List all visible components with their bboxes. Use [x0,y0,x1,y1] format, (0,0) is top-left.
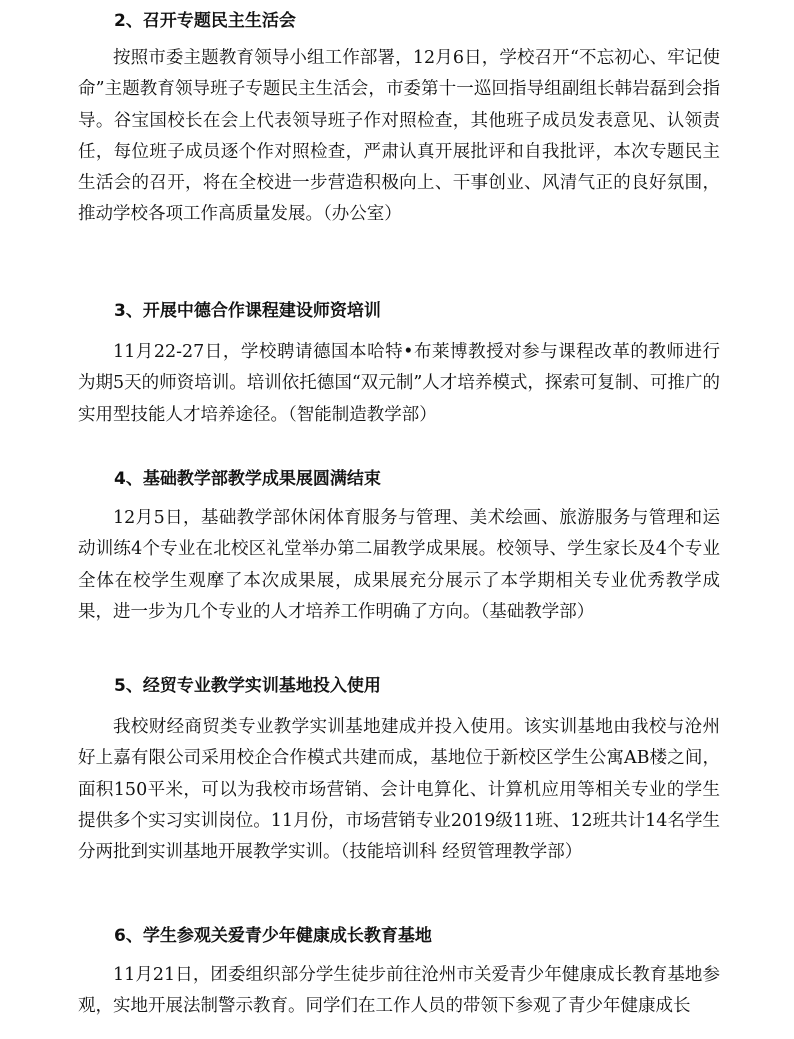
section-paragraph-5: 我校财经商贸类专业教学实训基地建成并投入使用。该实训基地由我校与沧州好上嘉有限公司采用校企合作模式共建而成，基地位于新校区学生公寓AB楼之间，面积150平米，可以为我校市场营销、会计电算化、计算机应用等相关专业的学生提供多个实习实训岗位。11月份，市场营销专业2019级11班、12班共计14名学生分两批到实训基地开展教学实训。（技能培训科 经贸管理教学部） [78,717,720,863]
section-paragraph-6: 11月21日，团委组织部分学生徒步前往沧州市关爱青少年健康成长教育基地参观，实地开展法制警示教育。同学们在工作人员的带领下参观了青少年健康成长 [78,965,720,1017]
section-heading-5: 5、经贸专业教学实训基地投入使用 [114,676,381,696]
section-paragraph-2: 按照市委主题教育领导小组工作部署，12月6日，学校召开“不忘初心、牢记使命”主题教育领导班子专题民主生活会，市委第十一巡回指导组副组长韩岩磊到会指导。谷宝国校长在会上代表领导班子作对照检查，其他班子成员发表意见、认领责任，每位班子成员逐个作对照检查，严肃认真开展批评和自我批评，本次专题民主生活会的召开，将在全校进一步营造积极向上、干事创业、风清气正的良好氛围，推动学校各项工作高质量发展。（办公室） [78,48,720,225]
section-heading-4: 4、基础教学部教学成果展圆满结束 [114,469,381,489]
section-heading-2: 2、召开专题民主生活会 [114,11,296,31]
section-paragraph-4: 12月5日，基础教学部休闲体育服务与管理、美术绘画、旅游服务与管理和运动训练4个专业在北校区礼堂举办第二届教学成果展。校领导、学生家长及4个专业全体在校学生观摩了本次成果展，成果展充分展示了本学期相关专业优秀教学成果，进一步为几个专业的人才培养工作明确了方向。（基础教学部） [78,508,720,622]
section-heading-3: 3、开展中德合作课程建设师资培训 [114,301,381,321]
section-paragraph-3: 11月22-27日，学校聘请德国本哈特•布莱博教授对参与课程改革的教师进行为期5天的师资培训。培训依托德国“双元制”人才培养模式，探索可复制、可推广的实用型技能人才培养途径。（智能制造教学部） [78,342,720,425]
section-heading-6: 6、学生参观关爱青少年健康成长教育基地 [114,926,432,946]
